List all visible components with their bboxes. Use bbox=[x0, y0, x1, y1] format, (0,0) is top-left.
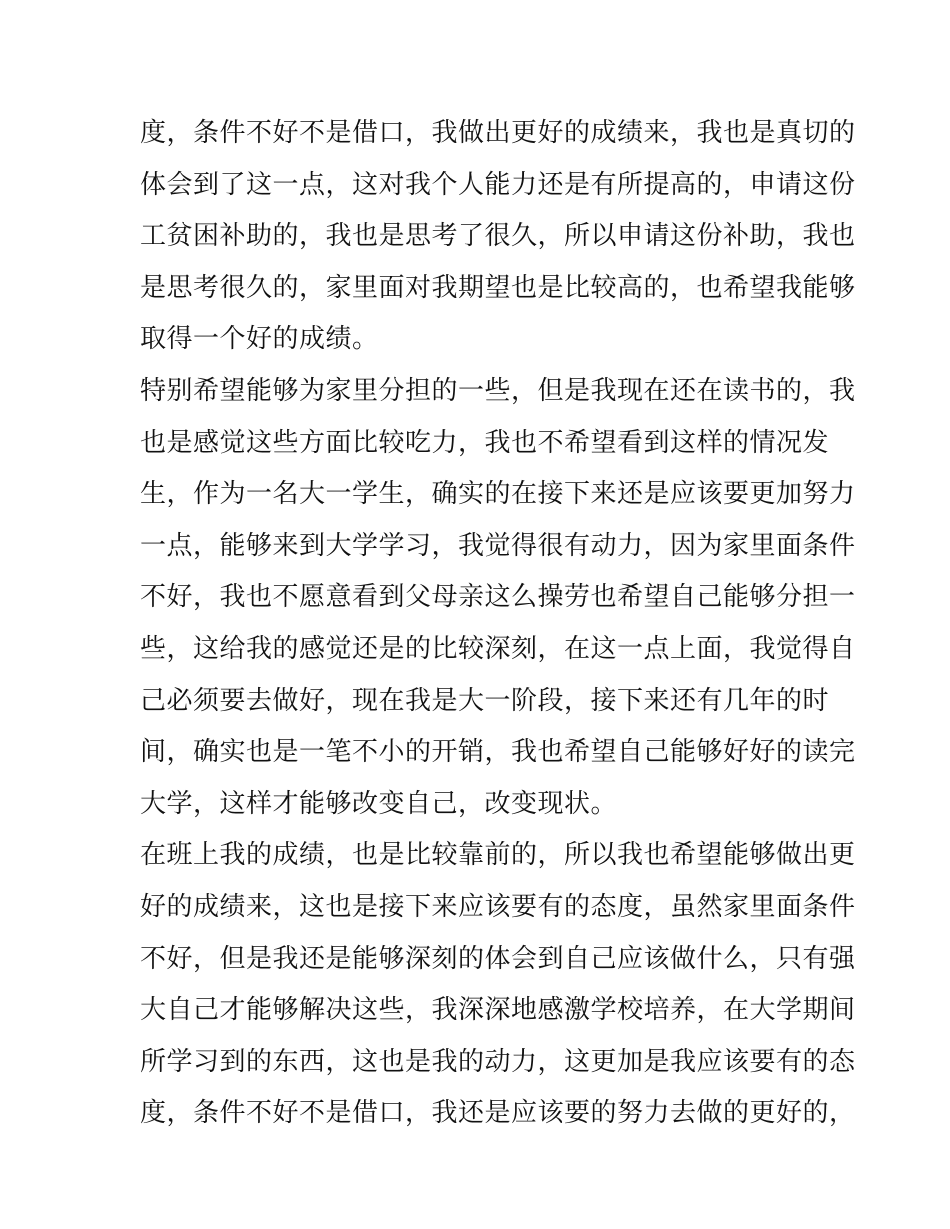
text-line: 间，确实也是一笔不小的开销，我也希望自己能够好好的读完 bbox=[140, 737, 856, 768]
text-line: 一点，能够来到大学学习，我觉得很有动力，因为家里面条件 bbox=[140, 530, 856, 561]
text-line: 好的成绩来，这也是接下来应该要有的态度，虽然家里面条件 bbox=[140, 891, 856, 922]
text-line: 度，条件不好不是借口，我还是应该要的努力去做的更好的， bbox=[140, 1098, 856, 1129]
text-line: 大自己才能够解决这些，我深深地感激学校培养，在大学期间 bbox=[140, 995, 856, 1026]
text-line: 在班上我的成绩，也是比较靠前的，所以我也希望能够做出更 bbox=[140, 840, 856, 871]
text-line: 大学，这样才能够改变自己，改变现状。 bbox=[140, 788, 618, 819]
text-line: 生，作为一名大一学生，确实的在接下来还是应该要更加努力 bbox=[140, 479, 856, 510]
text-line: 不好，我也不愿意看到父母亲这么操劳也希望自己能够分担一 bbox=[140, 582, 856, 613]
text-line: 也是感觉这些方面比较吃力，我也不希望看到这样的情况发 bbox=[140, 427, 830, 458]
body-text bbox=[140, 108, 856, 1140]
text-line: 些，这给我的感觉还是的比较深刻，在这一点上面，我觉得自 bbox=[140, 633, 856, 664]
text-line: 取得一个好的成绩。 bbox=[140, 324, 379, 355]
text-line: 是思考很久的，家里面对我期望也是比较高的，也希望我能够 bbox=[140, 272, 856, 303]
text-line: 己必须要去做好，现在我是大一阶段，接下来还有几年的时 bbox=[140, 685, 830, 716]
text-line: 不好，但是我还是能够深刻的体会到自己应该做什么，只有强 bbox=[140, 943, 856, 974]
text-line: 特别希望能够为家里分担的一些，但是我现在还在读书的，我 bbox=[140, 375, 856, 406]
text-line: 所学习到的东西，这也是我的动力，这更加是我应该要有的态 bbox=[140, 1046, 856, 1077]
text-line: 工贫困补助的，我也是思考了很久，所以申请这份补助，我也 bbox=[140, 221, 856, 252]
text-line: 体会到了这一点，这对我个人能力还是有所提高的，申请这份 bbox=[140, 169, 856, 200]
text-line: 度，条件不好不是借口，我做出更好的成绩来，我也是真切的 bbox=[140, 118, 856, 148]
